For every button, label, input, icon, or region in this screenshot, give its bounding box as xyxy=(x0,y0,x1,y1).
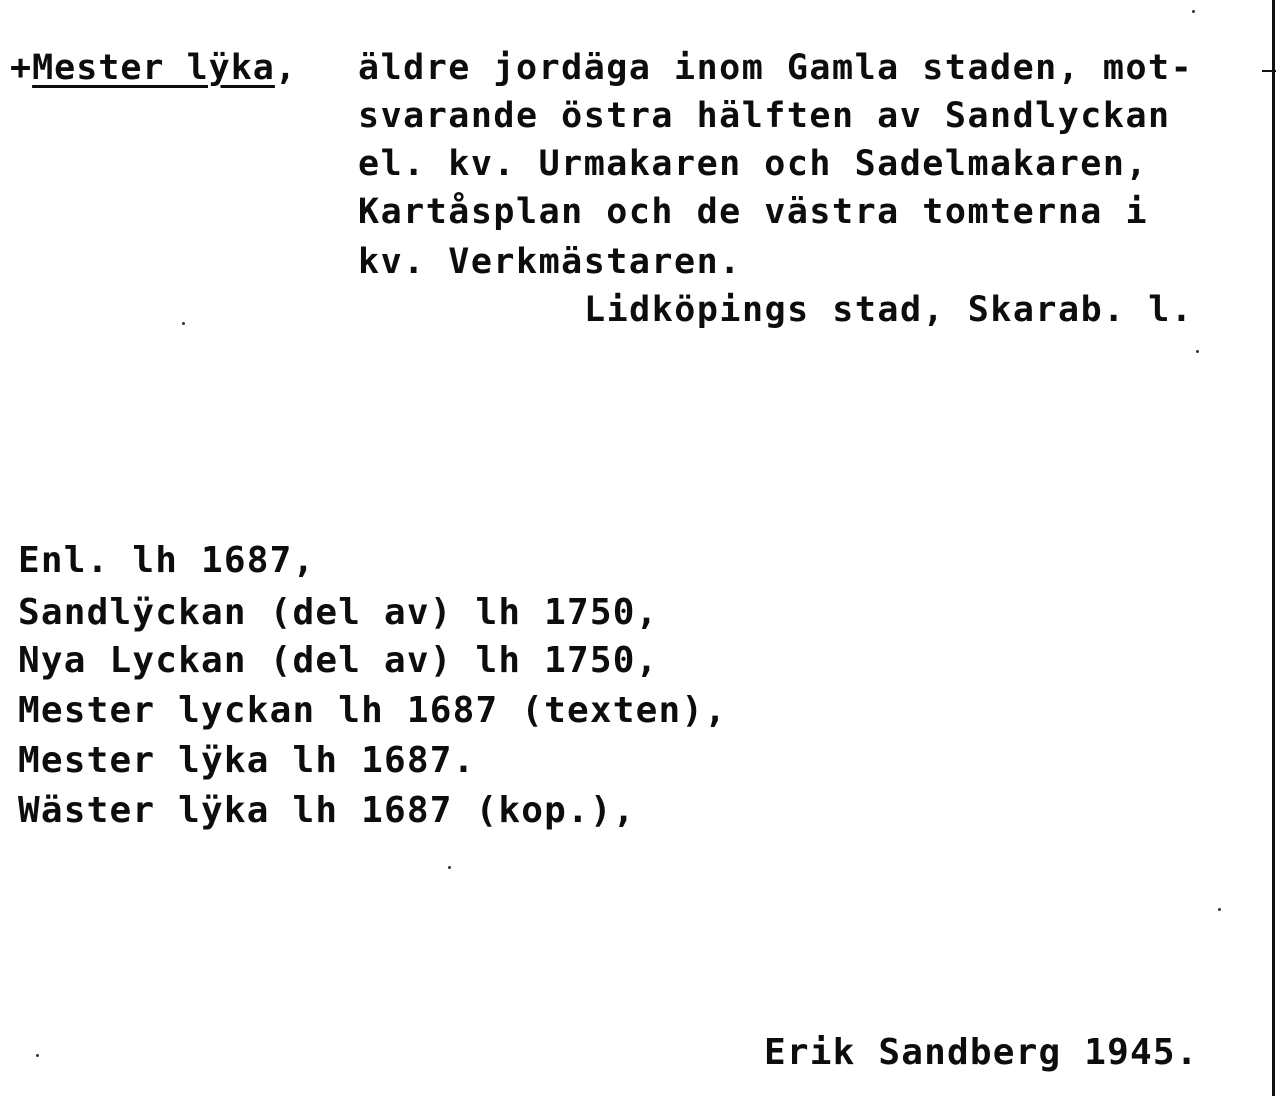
source-line: Nya Lyckan (del av) lh 1750, xyxy=(18,640,659,681)
author-signature: Erik Sandberg 1945. xyxy=(764,1032,1199,1073)
source-line: Mester lÿka lh 1687. xyxy=(18,740,476,781)
scan-speck xyxy=(1218,908,1221,911)
source-line: Mester lyckan lh 1687 (texten), xyxy=(18,690,728,731)
definition-line: el. kv. Urmakaren och Sadelmakaren, xyxy=(358,144,1149,184)
headword-suffix: , xyxy=(274,48,297,88)
scan-speck xyxy=(1196,350,1199,353)
card-edge-tick xyxy=(1262,70,1276,72)
scan-speck xyxy=(36,1054,39,1057)
source-line: Wäster lÿka lh 1687 (kop.), xyxy=(18,790,636,831)
scan-speck xyxy=(448,866,451,869)
definition-line: kv. Verkmästaren. xyxy=(358,242,742,282)
scan-speck xyxy=(1192,10,1195,13)
source-line: Enl. lh 1687, xyxy=(18,540,316,581)
headword-prefix: + xyxy=(10,48,33,88)
definition-line: Kartåsplan och de västra tomterna i xyxy=(358,192,1149,232)
scan-speck xyxy=(182,322,185,325)
source-line: Sandlÿckan (del av) lh 1750, xyxy=(18,592,659,633)
definition-line: äldre jordäga inom Gamla staden, mot- xyxy=(358,48,1194,88)
place-line: Lidköpings stad, Skarab. l. xyxy=(584,290,1194,330)
definition-line: svarande östra hälften av Sandlyckan xyxy=(358,96,1171,136)
headword-term: Mester lÿka xyxy=(32,48,275,88)
headword xyxy=(10,48,297,88)
card-edge-rule xyxy=(1272,0,1275,1096)
